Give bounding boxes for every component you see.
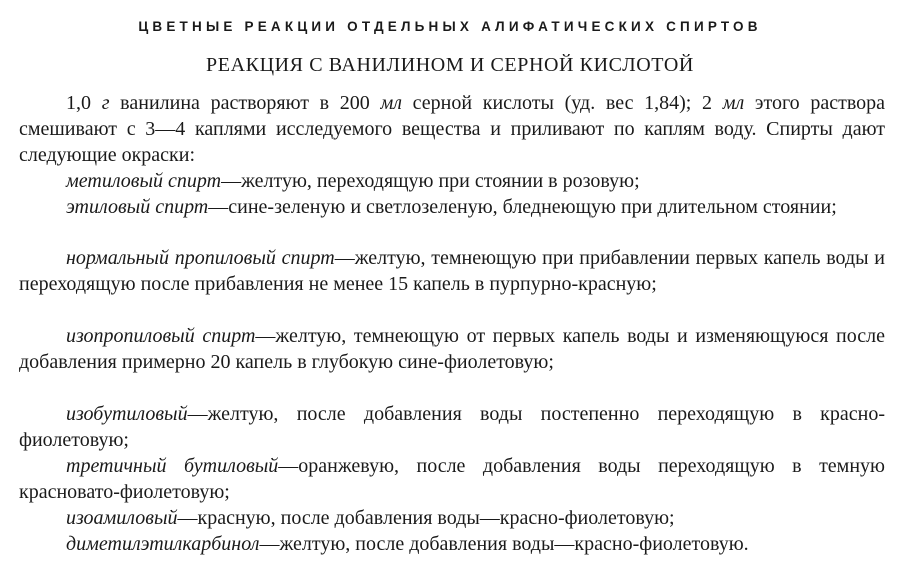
list-item-tert-butanol bbox=[19, 454, 885, 506]
alcohol-color: —желтую, после добавления воды—красно-фиолетовую. bbox=[259, 533, 749, 555]
alcohol-name: метиловый спирт bbox=[66, 170, 222, 192]
unit-gram: г bbox=[101, 92, 110, 114]
unit-ml-2: мл bbox=[722, 92, 745, 114]
list-item-methanol bbox=[19, 169, 885, 195]
alcohol-color: —сине-зеленую и светлозеленую, бледнеющую при длительном стоянии; bbox=[208, 196, 837, 218]
alcohol-name: изоамиловый bbox=[66, 507, 178, 529]
alcohol-name: третичный бутиловый bbox=[66, 455, 279, 477]
list-item-ethanol bbox=[19, 195, 885, 221]
list-item-dimethylethylcarbinol bbox=[19, 532, 885, 558]
section-subtitle: РЕАКЦИЯ С ВАНИЛИНОМ И СЕРНОЙ КИСЛОТОЙ bbox=[206, 54, 694, 76]
unit-ml-1: мл bbox=[380, 92, 402, 114]
alcohol-color: —желтую, темнеющую при прибавлении первых капель воды и переходящую после прибавления не менее 15 капель в пурпурно-красную; bbox=[19, 247, 885, 295]
list-item-isopropanol bbox=[19, 324, 885, 376]
intro-text-2: серной кислоты (уд. вес 1,84); 2 bbox=[401, 92, 723, 114]
intro-text-1: ванилина растворяют в 200 bbox=[109, 92, 381, 114]
list-item-propanol bbox=[19, 246, 885, 298]
alcohol-color: —оранжевую, после добавления воды переходящую в темную красновато-фиолетовую; bbox=[19, 455, 885, 503]
list-item-isoamyl bbox=[19, 506, 885, 532]
alcohol-name: этиловый спирт bbox=[66, 196, 209, 218]
intro-paragraph bbox=[19, 91, 885, 169]
list-item-isobutanol bbox=[19, 402, 885, 454]
intro-amount: 1,0 bbox=[66, 92, 91, 114]
page-title: ЦВЕТНЫЕ РЕАКЦИИ ОТДЕЛЬНЫХ АЛИФАТИЧЕСКИХ СПИРТОВ bbox=[138, 19, 762, 34]
alcohol-name: изопропиловый спирт bbox=[66, 325, 256, 347]
alcohol-color: —красную, после добавления воды—красно-фиолетовую; bbox=[177, 507, 675, 529]
alcohol-color: —желтую, переходящую при стоянии в розовую; bbox=[221, 170, 640, 192]
alcohol-name: изобутиловый bbox=[66, 403, 188, 425]
alcohol-name: нормальный пропиловый спирт bbox=[66, 247, 335, 269]
alcohol-name: диметилэтилкарбинол bbox=[66, 533, 260, 555]
alcohol-color: —желтую, темнеющую от первых капель воды и изменяющуюся после добавления примерно 20 капель в глубокую сине-фиолетовую; bbox=[19, 325, 885, 373]
intro-text-3: этого раствора смешивают с 3—4 каплями исследуемого вещества и приливают по каплям воду. Спирты дают следующие окраски: bbox=[19, 92, 886, 166]
alcohol-color: —желтую, после добавления воды постепенно переходящую в красно-фиолетовую; bbox=[19, 403, 885, 451]
